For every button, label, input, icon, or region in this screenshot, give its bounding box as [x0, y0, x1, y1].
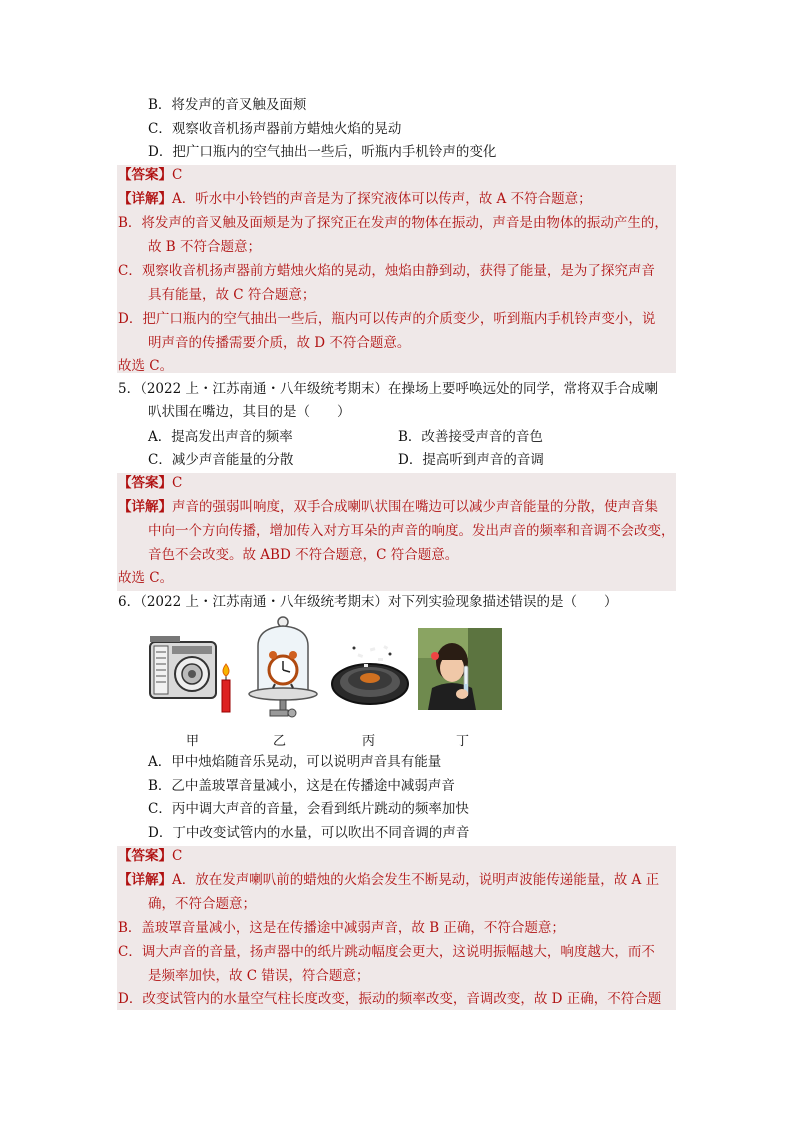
q5-option-b: B．改善接受声音的音色 [398, 429, 543, 445]
q5-detail-2: 中向一个方向传播，增加传入对方耳朵的声音的响度。发出声音的频率和音调不会改变， [148, 523, 675, 539]
q5-conclusion: 故选 C。 [118, 570, 174, 586]
answer-tag: 【答案】 [118, 848, 172, 864]
caption-yi: 乙 [273, 734, 287, 749]
detail-tag: 【详解】 [118, 872, 172, 888]
q4-detail-c1: C．观察收音机扬声器前方蜡烛火焰的晃动，烛焰由静到动，获得了能量，是为了探究声音 [118, 263, 655, 279]
q6-option-c: C．丙中调大声音的音量，会看到纸片跳动的频率加快 [148, 801, 469, 817]
detail-text: 声音的强弱叫响度，双手合成喇叭状围在嘴边可以减少声音能量的分散，使声音集 [172, 499, 658, 515]
q6-option-a: A．甲中烛焰随音乐晃动，可以说明声音具有能量 [148, 754, 442, 770]
caption-bing: 丙 [362, 734, 376, 749]
answer-value: C [172, 475, 183, 491]
answer-tag: 【答案】 [118, 475, 172, 491]
detail-text: A．听水中小铃铛的声音是为了探究液体可以传声，故 A 不符合题意； [172, 191, 592, 207]
q5-option-d: D．提高听到声音的音调 [398, 452, 544, 468]
q4-option-b: B．将发声的音叉触及面颊 [148, 97, 307, 113]
q5-detail-3: 音色不会改变。故 ABD 不符合题意，C 符合题意。 [148, 547, 459, 563]
q4-answer-line [118, 164, 182, 186]
q4-detail-c2: 具有能量，故 C 符合题意； [148, 287, 316, 303]
q5-stem-line2: 叭状围在嘴边，其目的是（ ） [148, 404, 351, 420]
q5-option-a: A．提高发出声音的频率 [148, 429, 293, 445]
q5-answer-line [118, 472, 182, 494]
q6-detail-b: B．盖玻罩音量减小，这是在传播途中减弱声音，故 B 正确，不符合题意； [118, 920, 565, 936]
q6-detail-d: D．改变试管内的水量空气柱长度改变，振动的频率改变，音调改变，故 D 正确，不符合题 [118, 991, 662, 1007]
q4-option-c: C．观察收音机扬声器前方蜡烛火焰的晃动 [148, 121, 402, 137]
q4-detail-b1: B．将发声的音叉触及面颊是为了探究正在发声的物体在振动，声音是由物体的振动产生的， [118, 215, 668, 231]
q6-answer-line [118, 845, 182, 867]
q6-option-d: D．丁中改变试管内的水量，可以吹出不同音调的声音 [148, 825, 470, 841]
speaker-figure [330, 640, 410, 710]
detail-tag: 【详解】 [118, 191, 172, 207]
q6-detail-c2: 是频率加快，故 C 错误，符合题意； [148, 968, 370, 984]
girl-blowing-test-tube-photo [418, 628, 502, 710]
q5-stem-line1: 5．（2022 上・江苏南通・八年级统考期末）在操场上要呼唤远处的同学，常将双手合成喇 [118, 381, 658, 397]
q6-stem: 6．（2022 上・江苏南通・八年级统考期末）对下列实验现象描述错误的是（ ） [118, 594, 618, 610]
answer-tag: 【答案】 [118, 167, 172, 183]
q5-detail-1 [118, 496, 658, 518]
q4-detail-a [118, 188, 592, 210]
q4-detail-d1: D．把广口瓶内的空气抽出一些后，瓶内可以传声的介质变少，听到瓶内手机铃声变小，说 [118, 311, 656, 327]
q4-detail-b2: 故 B 不符合题意； [148, 239, 262, 255]
q6-detail-a2: 确，不符合题意； [148, 896, 256, 912]
bell-jar-figure [244, 614, 322, 724]
q4-option-d: D．把广口瓶内的空气抽出一些后，听瓶内手机铃声的变化 [148, 144, 497, 160]
q4-conclusion: 故选 C。 [118, 358, 174, 374]
q6-detail-c1: C．调大声音的音量，扬声器中的纸片跳动幅度会更大，这说明振幅越大，响度越大，而不 [118, 944, 655, 960]
q4-detail-d2: 明声音的传播需要介质，故 D 不符合题意。 [148, 335, 411, 351]
q5-option-c: C．减少声音能量的分散 [148, 452, 294, 468]
caption-ding: 丁 [456, 734, 470, 749]
q6-detail-a1 [118, 869, 659, 891]
detail-text: A．放在发声喇叭前的蜡烛的火焰会发生不断晃动，说明声波能传递能量，故 A 正 [172, 872, 660, 888]
detail-tag: 【详解】 [118, 499, 172, 515]
q6-option-b: B．乙中盖玻罩音量减小，这是在传播途中减弱声音 [148, 778, 455, 794]
caption-jia: 甲 [186, 734, 200, 749]
answer-value: C [172, 167, 183, 183]
answer-value: C [172, 848, 183, 864]
radio-candle-figure [148, 628, 238, 714]
